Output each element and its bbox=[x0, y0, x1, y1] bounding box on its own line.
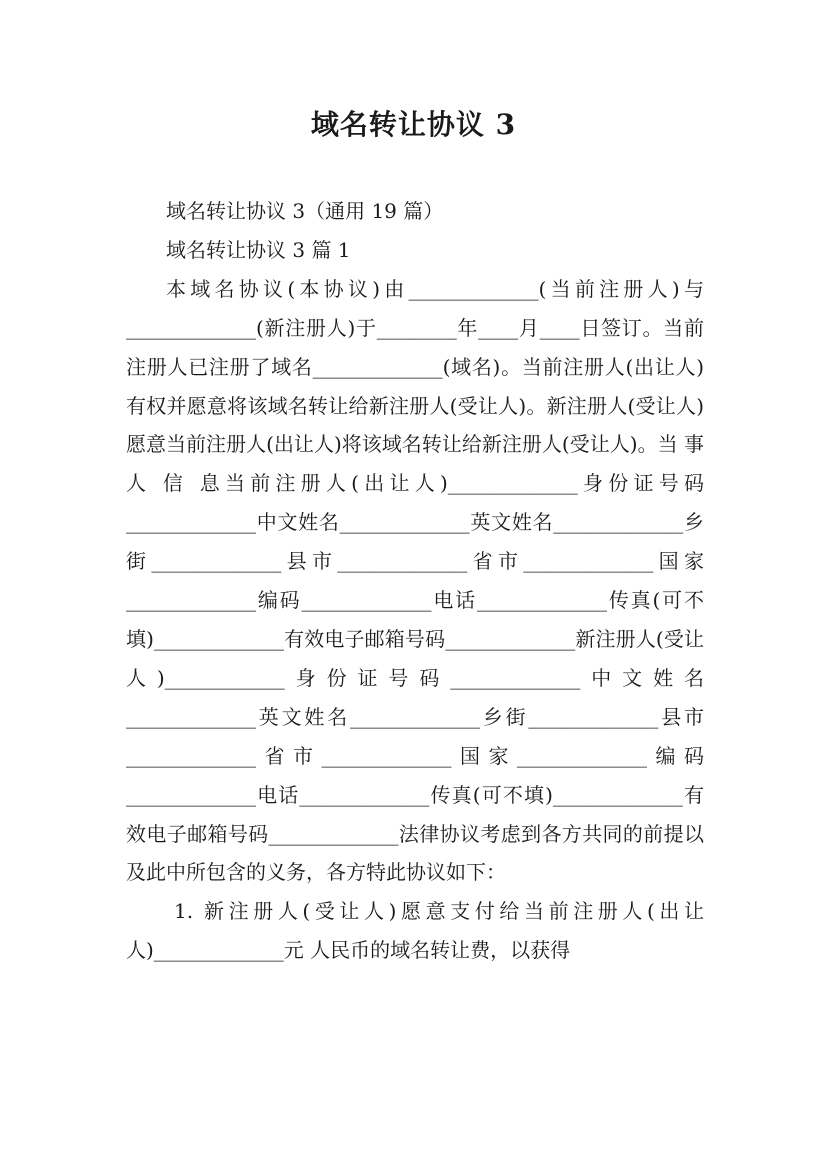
document-body bbox=[126, 192, 704, 970]
subtitle-paragraph: 域名转让协议 3（通用 19 篇） bbox=[166, 199, 444, 223]
clause-1-paragraph: 1. 新注册人(受让人)愿意支付给当前注册人(出让人)_____________元 人民币的域名转让费，以获得 bbox=[126, 899, 704, 963]
document-title: 域名转让协议 3 bbox=[310, 108, 517, 141]
section-heading: 域名转让协议 3 篇 1 bbox=[166, 237, 351, 262]
agreement-paragraph: 本域名协议(本协议)由_____________(当前注册人)与_____________(新注册人)于________年____月____日签订。当前注册人已注册了域名_____________(域名)。当前注册人(出让人)有权并愿意将该域名转让给新注册人(受让人)。新注册人(受让人)愿意当前注册人(出让人)将该域名转让给新注册人(受让人)。当 事 人 信 息当前注册人(出让人)_____________身份证号码_____________中文姓名_____________英文姓名_____________乡街_____________县市_____________省市_____________国家_____________编码_____________电话_____________传真(可不填)_____________有效电子邮箱号码_____________新注册人(受让人)____________身份证号码_____________中文姓名_____________英文姓名_____________乡街_____________县市_____________省市_____________国家_____________编码_____________电话_____________传真(可不填)_____________有效电子邮箱号码_____________法律协议考虑到各方共同的前提以及此中所包含的义务，各方特此协议如下： bbox=[126, 276, 704, 885]
